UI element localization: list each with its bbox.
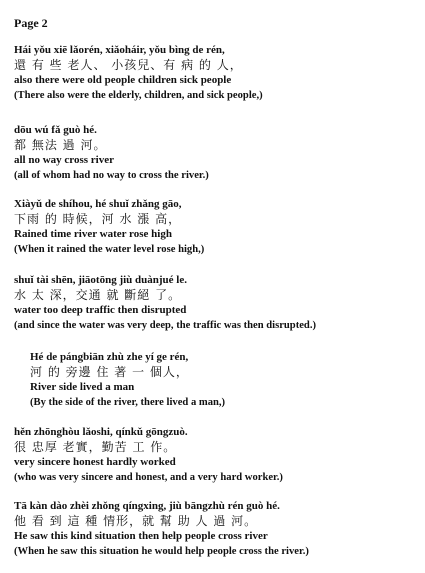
stanza: [14, 499, 419, 559]
gloss-line: also there were old people children sick people: [14, 74, 232, 86]
hanzi-line: 很 忠厚 老實，勤苦 工 作。: [14, 440, 177, 454]
gloss-line: very sincere honest hardly worked: [14, 456, 176, 468]
translation-line: (and since the water was very deep, the traffic was then disrupted.): [14, 320, 316, 331]
translation-line: (When it rained the water level rose high,): [14, 244, 205, 255]
translation-line: (When he saw this situation he would help people cross the river.): [14, 546, 309, 557]
stanza: [14, 197, 419, 257]
pinyin-line: Hái yǒu xiē lǎorén, xiǎoháir, yǒu bìng de rén,: [14, 44, 225, 56]
translation-line: (who was very sincere and honest, and a very hard worker.): [14, 472, 283, 483]
pinyin-line: shuǐ tài shēn, jiāotōng jiù duànjué le.: [14, 274, 187, 286]
pinyin-line: Hé de pángbiān zhù zhe yí ge rén,: [30, 351, 189, 363]
page-label: Page 2: [14, 16, 48, 30]
gloss-line: River side lived a man: [30, 381, 135, 393]
gloss-line: Rained time river water rose high: [14, 228, 172, 240]
pinyin-line: dōu wú fǎ guò hé.: [14, 124, 97, 136]
hanzi-line: 他 看 到 這 種 情形，就 幫 助 人 過 河。: [14, 514, 258, 528]
pinyin-line: Tā kàn dào zhèi zhǒng qíngxing, jiù bāngzhù rén guò hé.: [14, 500, 280, 512]
hanzi-line: 下雨 的 時候，河 水 漲 高，: [14, 212, 182, 226]
translation-line: (By the side of the river, there lived a man,): [30, 397, 226, 408]
pinyin-line: Xiàyǔ de shíhou, hé shuǐ zhǎng gāo,: [14, 198, 182, 210]
hanzi-line: 都 無法 過 河。: [14, 138, 107, 152]
translation-line: (There also were the elderly, children, and sick people,): [14, 90, 263, 101]
stanza: [14, 425, 419, 485]
gloss-line: He saw this kind situation then help people cross river: [14, 530, 268, 542]
translation-line: (all of whom had no way to cross the river.): [14, 170, 209, 181]
stanza: [14, 123, 419, 183]
gloss-line: all no way cross river: [14, 154, 115, 166]
hanzi-line: 還 有 些 老人、 小孩兒、有 病 的 人，: [14, 58, 243, 72]
gloss-line: water too deep traffic then disrupted: [14, 304, 187, 316]
stanza: [14, 43, 419, 103]
pinyin-line: hěn zhōnghòu lǎoshi, qínkǔ gōngzuò.: [14, 426, 188, 438]
stanza: [14, 273, 419, 333]
hanzi-line: 水 太 深，交通 就 斷絕 了。: [14, 288, 182, 302]
stanza: [30, 350, 419, 410]
hanzi-line: 河 的 旁邊 住 著 一 個人，: [30, 365, 189, 379]
